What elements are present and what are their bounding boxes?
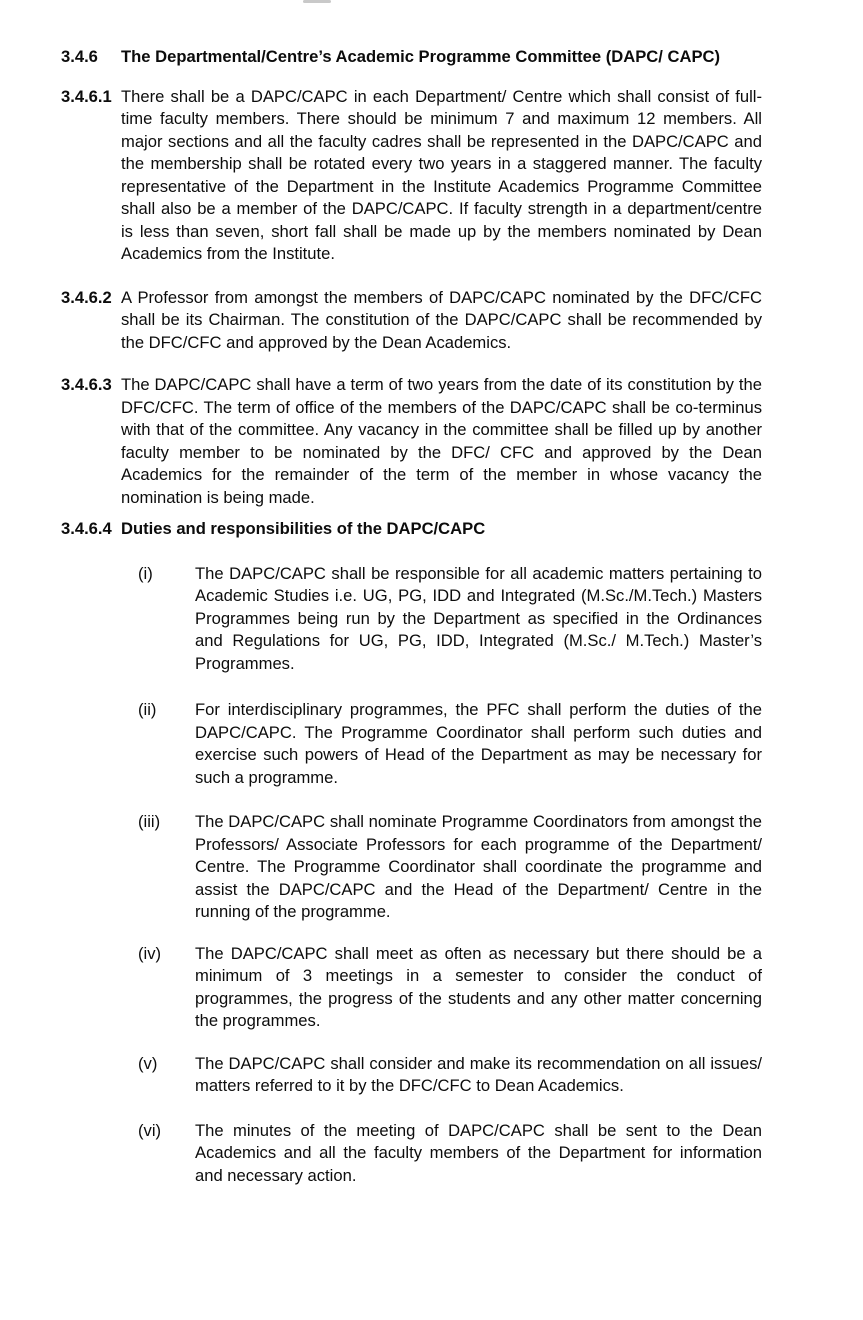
section-number: 3.4.6.4 <box>61 519 112 538</box>
section-heading-3-4-6-4 <box>61 518 762 541</box>
list-item-label: (v) <box>138 1053 158 1073</box>
list-item-iii <box>61 811 762 924</box>
list-item-text: The DAPC/CAPC shall meet as often as necessary but there should be a minimum of 3 meetings in a semester to consider the conduct of programmes, the progress of the students and any other matter concerning the programmes. <box>195 943 762 1030</box>
list-item-label: (i) <box>138 563 153 583</box>
section-3-4-6-3 <box>61 374 762 509</box>
list-item-label: (iii) <box>138 812 161 831</box>
list-item-text: For interdisciplinary programmes, the PFC shall perform the duties of the DAPC/CAPC. The Programme Coordinator shall perform such duties and exercise such powers of Head of the Department as may be necessary for such a programme. <box>195 700 762 787</box>
section-title: Duties and responsibilities of the DAPC/CAPC <box>121 519 486 538</box>
list-item-text: The minutes of the meeting of DAPC/CAPC shall be sent to the Dean Academics and all the faculty members of the Department for information and necessary action. <box>195 1120 762 1185</box>
section-3-4-6-2 <box>61 287 762 355</box>
section-number: 3.4.6.1 <box>61 86 112 106</box>
section-text: The DAPC/CAPC shall have a term of two years from the date of its constitution by the DFC/CFC. The term of office of the members of the DAPC/CAPC shall be co-terminus with that of the committee. Any vacancy in the committee shall be filled up by another faculty member to be nominated by the DFC/ CFC and approved by the Dean Academics for the remainder of the term of the member in whose vacancy the nomination is being made. <box>121 375 762 507</box>
section-number: 3.4.6 <box>61 47 98 66</box>
section-title: The Departmental/Centre’s Academic Programme Committee (DAPC/ CAPC) <box>121 47 721 66</box>
section-number: 3.4.6.3 <box>61 375 112 394</box>
section-heading-3-4-6 <box>61 46 762 69</box>
list-item-ii <box>61 699 762 789</box>
list-item-text: The DAPC/CAPC shall be responsible for all academic matters pertaining to Academic Studies i.e. UG, PG, IDD and Integrated (M.Sc./M.Tech.) Masters Programmes being run by the Department as specified in the Ordinances and Regulations for UG, PG, IDD, Integrated (M.Sc./ M.Tech.) Master’s Programmes. <box>195 563 762 673</box>
section-number: 3.4.6.2 <box>61 287 112 307</box>
scan-artifact <box>303 0 331 3</box>
list-item-label: (vi) <box>138 1120 162 1140</box>
list-item-v <box>61 1053 762 1098</box>
list-item-i <box>61 563 762 676</box>
list-item-text: The DAPC/CAPC shall nominate Programme Coordinators from amongst the Professors/ Associate Professors for each programme of the Department/ Centre. The Programme Coordinator shall coordinate the programme and assist the DAPC/CAPC and the Head of the Department/ Centre in the running of the programme. <box>195 812 762 921</box>
page-content <box>61 46 762 1187</box>
list-item-label: (iv) <box>138 943 162 963</box>
section-text: A Professor from amongst the members of DAPC/CAPC nominated by the DFC/CFC shall be its Chairman. The constitution of the DAPC/CAPC shall be recommended by the DFC/CFC and approved by the Dean Academics. <box>121 287 762 352</box>
list-item-vi <box>61 1120 762 1188</box>
list-item-text: The DAPC/CAPC shall consider and make its recommendation on all issues/ matters referred to it by the DFC/CFC to Dean Academics. <box>195 1053 762 1095</box>
section-text: There shall be a DAPC/CAPC in each Department/ Centre which shall consist of full-time faculty members. There should be minimum 7 and maximum 12 members. All major sections and all the faculty cadres shall be represented in the DAPC/CAPC and the membership shall be rotated every two years in a staggered manner. The faculty representative of the Department in the Institute Academics Programme Committee shall also be a member of the DAPC/CAPC. If faculty strength in a department/centre is less than seven, short fall shall be made up by the members nominated by Dean Academics from the Institute. <box>121 86 762 263</box>
list-item-label: (ii) <box>138 700 157 719</box>
section-3-4-6-1 <box>61 86 762 266</box>
duties-list <box>61 563 762 1188</box>
list-item-iv <box>61 943 762 1033</box>
